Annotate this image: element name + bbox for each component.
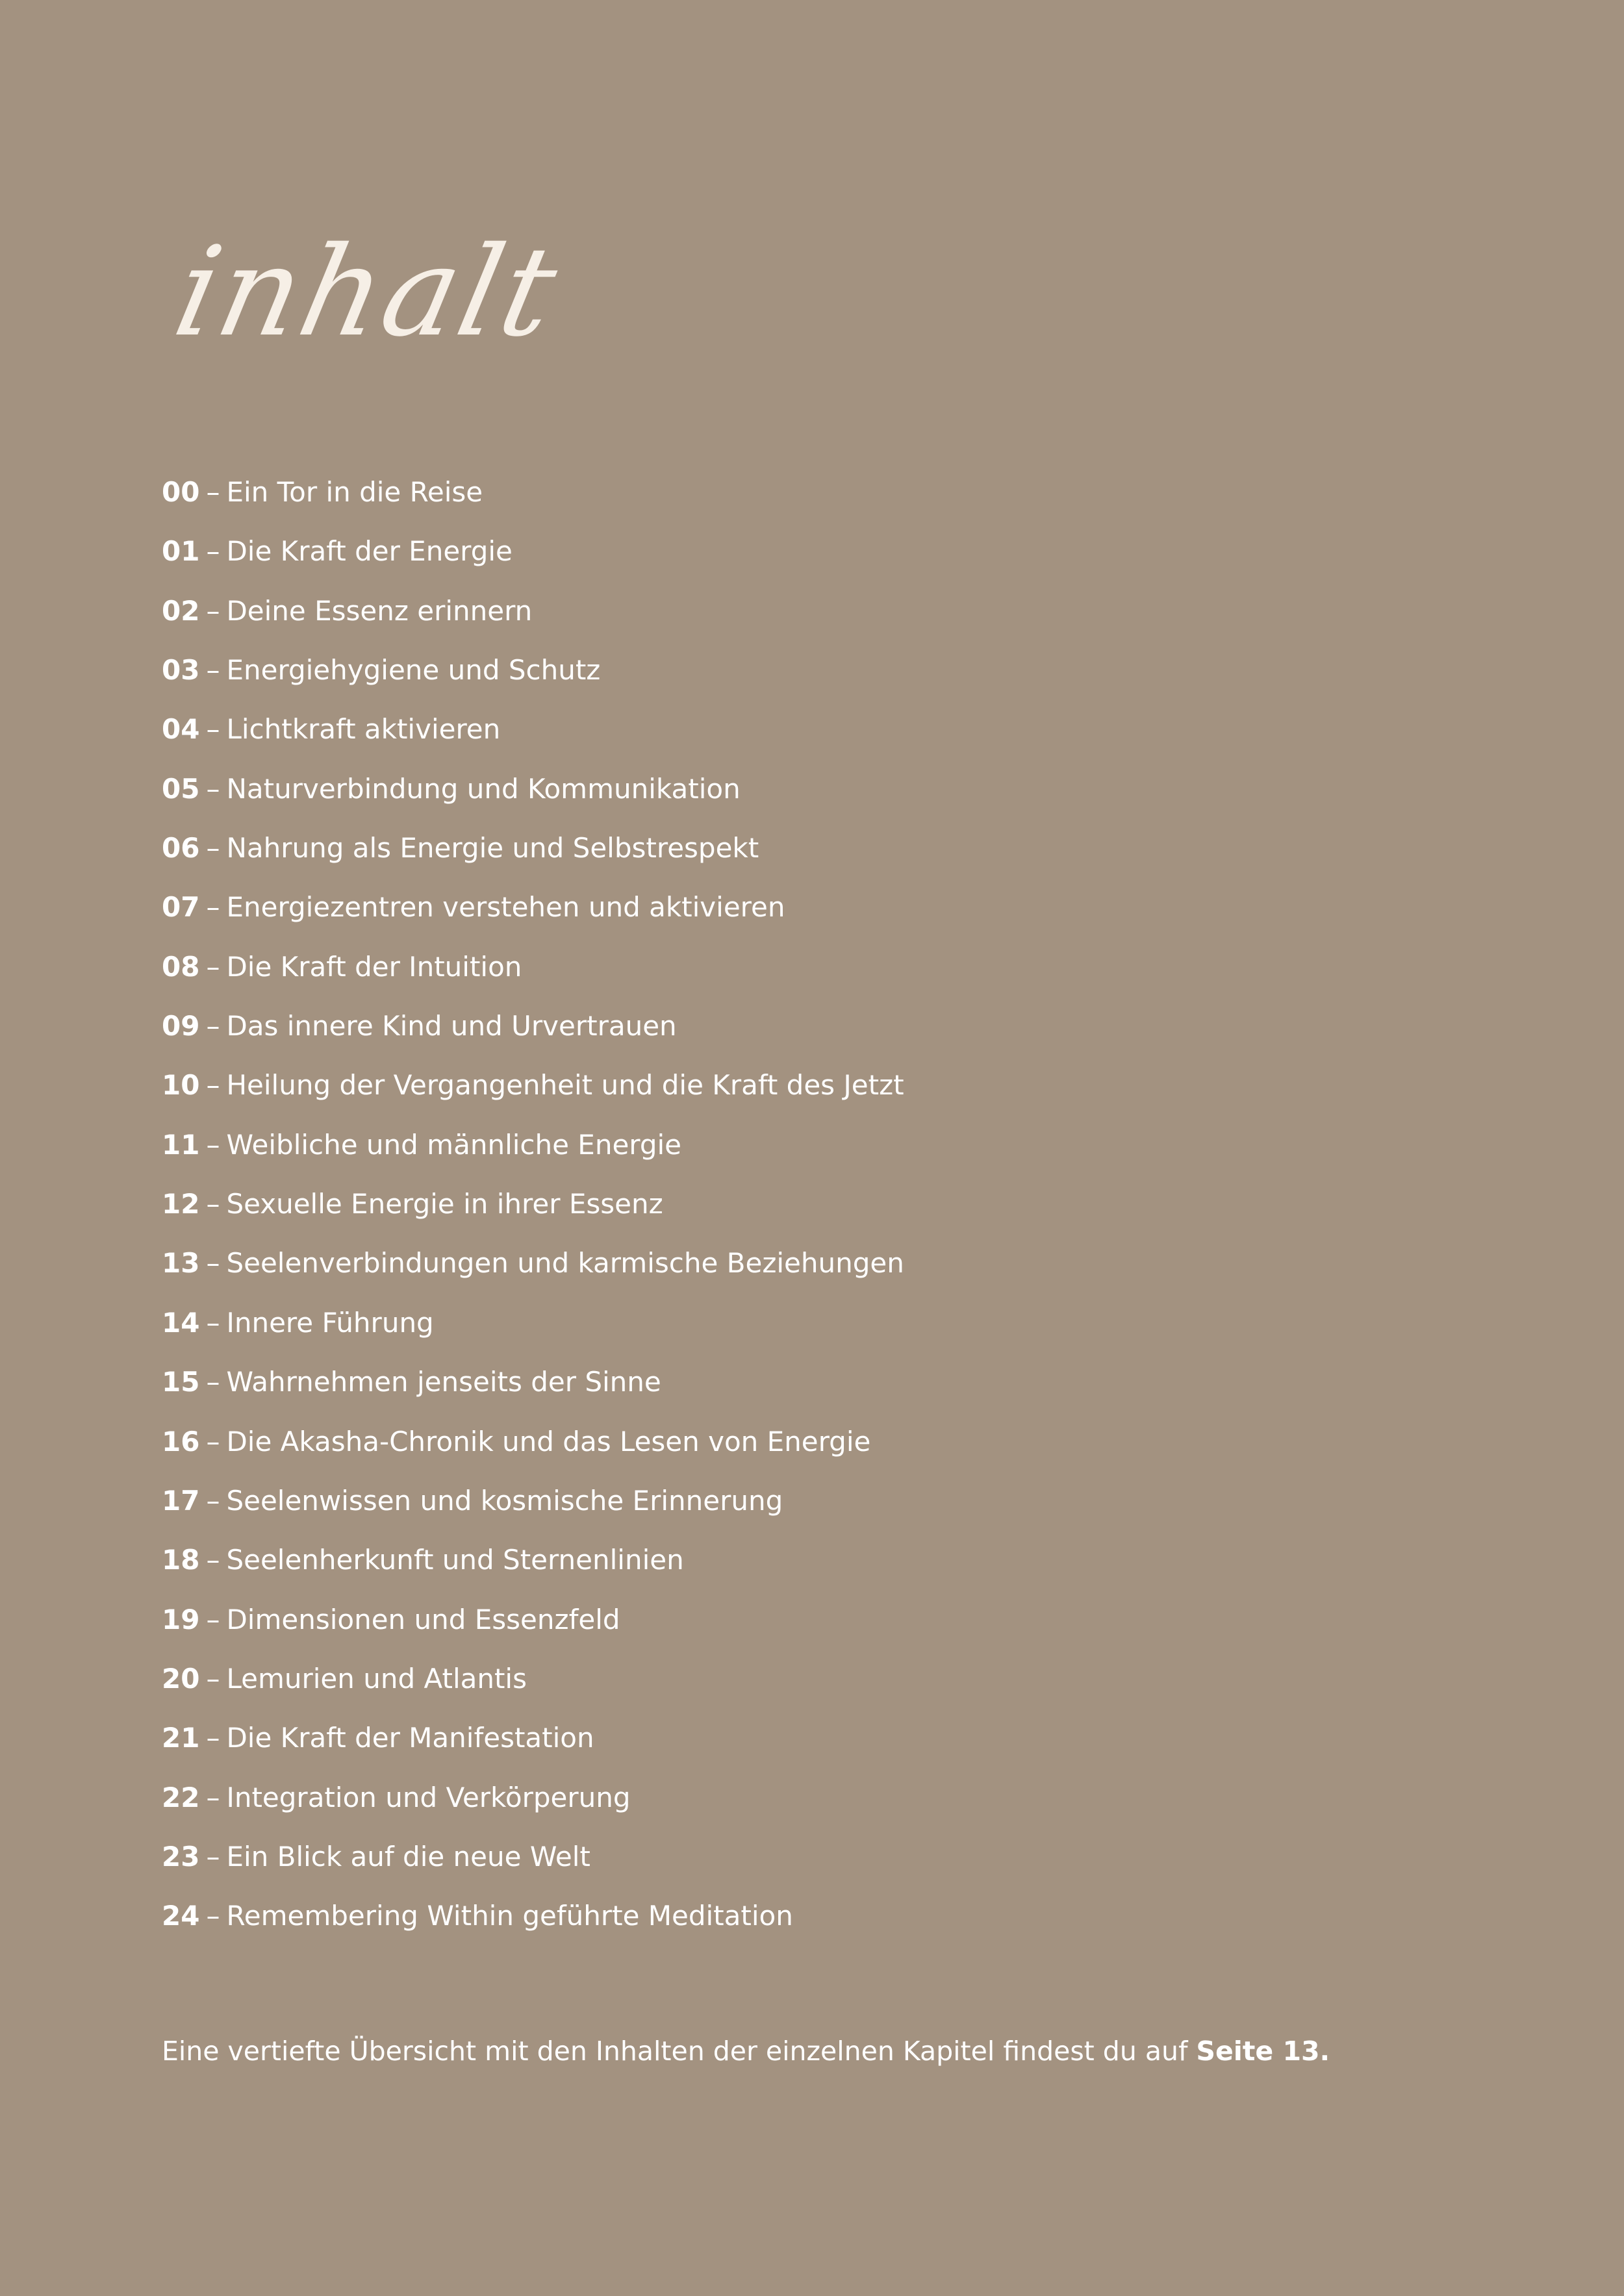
toc-entry-number: 11: [162, 1128, 200, 1161]
toc-entry-separator: –: [206, 1544, 220, 1576]
toc-entry: [162, 948, 1396, 1007]
toc-entry-title: Dimensionen und Essenzfeld: [226, 1603, 620, 1635]
toc-entry-separator: –: [206, 1722, 220, 1754]
toc-entry-separator: –: [206, 535, 220, 568]
toc-entry: [162, 1363, 1396, 1422]
toc-entry-separator: –: [206, 772, 220, 805]
toc-entry-title: Seelenherkunft und Sternenlinien: [226, 1544, 684, 1576]
toc-entry: [162, 1837, 1396, 1897]
page-reference: Seite 13.: [1196, 2036, 1330, 2067]
toc-entry-number: 05: [162, 772, 200, 805]
toc-entry-number: 19: [162, 1603, 200, 1635]
toc-entry-title: Lemurien und Atlantis: [226, 1662, 527, 1695]
toc-entry-separator: –: [206, 476, 220, 508]
toc-entry-separator: –: [206, 1603, 220, 1635]
toc-entry-separator: –: [206, 594, 220, 627]
toc-entry-title: Innere Führung: [226, 1306, 434, 1339]
toc-entry-title: Ein Tor in die Reise: [226, 476, 483, 508]
toc-entry: [162, 888, 1396, 947]
toc-entry-number: 24: [162, 1900, 200, 1932]
toc-entry-number: 00: [162, 476, 200, 508]
toc-entry-number: 03: [162, 654, 200, 687]
toc-entry: [162, 1244, 1396, 1303]
toc-entry-separator: –: [206, 1900, 220, 1932]
toc-entry: [162, 1185, 1396, 1244]
toc-entry-separator: –: [206, 1781, 220, 1813]
toc-entry: [162, 651, 1396, 710]
toc-entry-number: 21: [162, 1722, 200, 1754]
toc-entry-number: 01: [162, 535, 200, 568]
toc-entry-title: Seelenwissen und kosmische Erinnerung: [226, 1484, 783, 1517]
toc-entry-number: 07: [162, 891, 200, 924]
toc-entry-title: Die Akasha-Chronik und das Lesen von Energie: [226, 1425, 871, 1457]
toc-entry-number: 15: [162, 1366, 200, 1398]
toc-entry-number: 18: [162, 1544, 200, 1576]
toc-entry: [162, 1600, 1396, 1659]
toc-entry-title: Die Kraft der Manifestation: [226, 1722, 594, 1754]
toc-entry-title: Naturverbindung und Kommunikation: [226, 772, 741, 805]
toc-entry-number: 02: [162, 594, 200, 627]
toc-entry-title: Die Kraft der Intuition: [226, 950, 522, 983]
toc-entry: [162, 1719, 1396, 1778]
toc-list: [162, 473, 1396, 1956]
toc-entry-separator: –: [206, 1010, 220, 1042]
toc-entry-separator: –: [206, 1840, 220, 1873]
toc-entry: [162, 710, 1396, 769]
toc-entry-title: Sexuelle Energie in ihrer Essenz: [226, 1188, 663, 1220]
toc-entry-title: Wahrnehmen jenseits der Sinne: [226, 1366, 661, 1398]
toc-entry-separator: –: [206, 713, 220, 746]
page-title: inhalt: [163, 220, 571, 364]
toc-entry-separator: –: [206, 654, 220, 687]
toc-entry-number: 17: [162, 1484, 200, 1517]
toc-entry-number: 23: [162, 1840, 200, 1873]
toc-entry-separator: –: [206, 1306, 220, 1339]
toc-entry-number: 08: [162, 950, 200, 983]
toc-entry: [162, 1897, 1396, 1956]
toc-entry-number: 04: [162, 713, 200, 746]
toc-entry-number: 20: [162, 1662, 200, 1695]
toc-entry-title: Heilung der Vergangenheit und die Kraft des Jetzt: [226, 1069, 904, 1102]
toc-entry-number: 22: [162, 1781, 200, 1813]
toc-entry-number: 06: [162, 832, 200, 864]
toc-entry-title: Energiezentren verstehen und aktivieren: [226, 891, 785, 924]
toc-entry-separator: –: [206, 891, 220, 924]
toc-entry-title: Remembering Within geführte Meditation: [226, 1900, 793, 1932]
toc-entry-number: 14: [162, 1306, 200, 1339]
toc-entry: [162, 1422, 1396, 1482]
toc-entry-number: 12: [162, 1188, 200, 1220]
toc-entry-separator: –: [206, 1188, 220, 1220]
toc-entry: [162, 1541, 1396, 1600]
toc-entry: [162, 1066, 1396, 1125]
toc-entry-separator: –: [206, 1366, 220, 1398]
toc-entry: [162, 829, 1396, 888]
toc-entry: [162, 1482, 1396, 1541]
toc-entry-title: Seelenverbindungen und karmische Beziehungen: [226, 1247, 904, 1280]
toc-entry-title: Nahrung als Energie und Selbstrespekt: [226, 832, 759, 864]
footer-note: [162, 2032, 1330, 2071]
toc-entry-separator: –: [206, 1484, 220, 1517]
toc-entry-separator: –: [206, 1069, 220, 1102]
toc-entry-title: Das innere Kind und Urvertrauen: [226, 1010, 677, 1042]
toc-entry: [162, 1007, 1396, 1066]
toc-entry: [162, 770, 1396, 829]
toc-entry-separator: –: [206, 1128, 220, 1161]
toc-entry-title: Weibliche und männliche Energie: [226, 1128, 681, 1161]
footer-text: Eine vertiefte Übersicht mit den Inhalten der einzelnen Kapitel findest du auf: [162, 2036, 1197, 2067]
toc-entry-title: Energiehygiene und Schutz: [226, 654, 601, 687]
toc-entry: [162, 1659, 1396, 1719]
toc-entry-separator: –: [206, 832, 220, 864]
toc-entry-title: Deine Essenz erinnern: [226, 594, 533, 627]
toc-entry: [162, 532, 1396, 591]
toc-entry-separator: –: [206, 950, 220, 983]
toc-entry-number: 13: [162, 1247, 200, 1280]
toc-entry-number: 16: [162, 1425, 200, 1457]
toc-entry: [162, 1304, 1396, 1363]
toc-entry: [162, 1126, 1396, 1185]
toc-entry-separator: –: [206, 1247, 220, 1280]
toc-entry-title: Lichtkraft aktivieren: [226, 713, 501, 746]
toc-entry: [162, 473, 1396, 532]
toc-entry: [162, 592, 1396, 651]
toc-entry-number: 09: [162, 1010, 200, 1042]
toc-entry: [162, 1778, 1396, 1837]
toc-entry-title: Integration und Verkörperung: [226, 1781, 631, 1813]
toc-entry-number: 10: [162, 1069, 200, 1102]
toc-entry-title: Ein Blick auf die neue Welt: [226, 1840, 590, 1873]
toc-entry-separator: –: [206, 1662, 220, 1695]
toc-entry-separator: –: [206, 1425, 220, 1457]
toc-entry-title: Die Kraft der Energie: [226, 535, 513, 568]
